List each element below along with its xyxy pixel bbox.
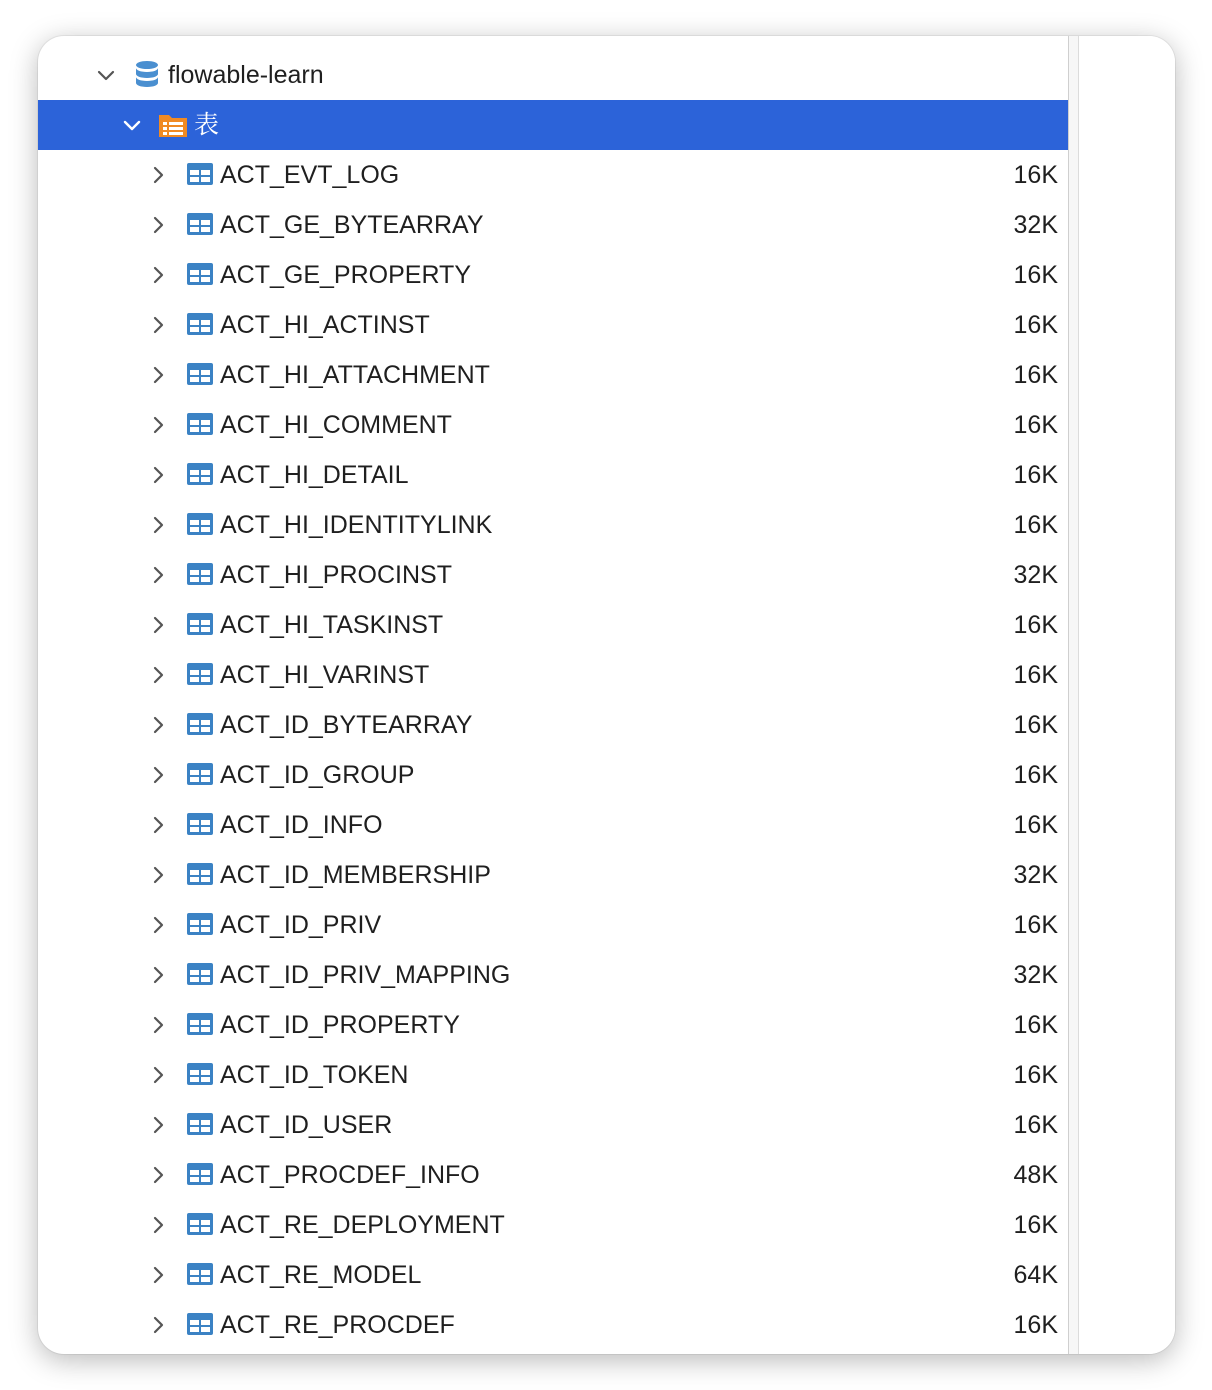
table-name: ACT_HI_TASKINST [220, 611, 444, 639]
table-size: 16K [1013, 511, 1058, 539]
chevron-right-icon[interactable] [146, 913, 170, 937]
table-row[interactable] [38, 650, 1068, 700]
chevron-right-icon[interactable] [146, 413, 170, 437]
table-row[interactable] [38, 1200, 1068, 1250]
table-icon [186, 161, 214, 187]
table-row[interactable] [38, 1000, 1068, 1050]
table-row[interactable] [38, 400, 1068, 450]
table-size: 16K [1013, 1011, 1058, 1039]
database-name: flowable-learn [168, 61, 324, 89]
table-size: 16K [1013, 911, 1058, 939]
chevron-right-icon[interactable] [146, 163, 170, 187]
table-icon [186, 711, 214, 737]
table-size: 48K [1013, 1161, 1058, 1189]
table-size: 64K [1013, 1261, 1058, 1289]
chevron-down-icon[interactable] [120, 113, 144, 137]
table-icon [186, 961, 214, 987]
table-row[interactable] [38, 1050, 1068, 1100]
chevron-right-icon[interactable] [146, 663, 170, 687]
table-row[interactable] [38, 800, 1068, 850]
table-size: 16K [1013, 1061, 1058, 1089]
table-name: ACT_ID_GROUP [220, 761, 415, 789]
chevron-right-icon[interactable] [146, 363, 170, 387]
chevron-right-icon[interactable] [146, 1163, 170, 1187]
table-name: ACT_GE_PROPERTY [220, 261, 472, 289]
table-icon [186, 411, 214, 437]
navicat-window [38, 36, 1175, 1354]
table-row[interactable] [38, 950, 1068, 1000]
table-size: 16K [1013, 611, 1058, 639]
chevron-right-icon[interactable] [146, 813, 170, 837]
table-name: ACT_HI_ACTINST [220, 311, 430, 339]
table-name: ACT_HI_PROCINST [220, 561, 452, 589]
table-icon [186, 561, 214, 587]
table-name: ACT_ID_PRIV [220, 911, 382, 939]
table-icon [186, 511, 214, 537]
table-name: ACT_GE_BYTEARRAY [220, 211, 484, 239]
chevron-right-icon[interactable] [146, 1313, 170, 1337]
tree-item-database[interactable] [38, 50, 1068, 100]
table-row[interactable] [38, 900, 1068, 950]
table-size: 16K [1013, 1211, 1058, 1239]
table-row[interactable] [38, 200, 1068, 250]
table-size: 32K [1013, 861, 1058, 889]
table-icon [186, 1211, 214, 1237]
table-name: ACT_ID_BYTEARRAY [220, 711, 473, 739]
table-name: ACT_ID_PROPERTY [220, 1011, 460, 1039]
table-name: ACT_HI_COMMENT [220, 411, 452, 439]
database-icon [134, 60, 160, 90]
table-name: ACT_RE_MODEL [220, 1261, 422, 1289]
table-name: ACT_ID_INFO [220, 811, 383, 839]
table-icon [186, 1161, 214, 1187]
table-icon [186, 661, 214, 687]
table-icon [186, 461, 214, 487]
table-row[interactable] [38, 500, 1068, 550]
tree-item-tables-group[interactable] [38, 100, 1068, 150]
table-icon [186, 1111, 214, 1137]
table-icon [186, 811, 214, 837]
table-name: ACT_ID_TOKEN [220, 1061, 409, 1089]
chevron-down-icon[interactable] [94, 63, 118, 87]
table-row[interactable] [38, 750, 1068, 800]
chevron-right-icon[interactable] [146, 213, 170, 237]
table-row[interactable] [38, 600, 1068, 650]
chevron-right-icon[interactable] [146, 1213, 170, 1237]
table-row[interactable] [38, 550, 1068, 600]
table-icon [186, 911, 214, 937]
chevron-right-icon[interactable] [146, 863, 170, 887]
chevron-right-icon[interactable] [146, 1113, 170, 1137]
table-size: 16K [1013, 1111, 1058, 1139]
chevron-right-icon[interactable] [146, 313, 170, 337]
table-name: ACT_RE_DEPLOYMENT [220, 1211, 505, 1239]
table-row[interactable] [38, 850, 1068, 900]
table-size: 16K [1013, 311, 1058, 339]
chevron-right-icon[interactable] [146, 963, 170, 987]
chevron-right-icon[interactable] [146, 763, 170, 787]
table-name: ACT_ID_PRIV_MAPPING [220, 961, 511, 989]
table-icon [186, 861, 214, 887]
table-name: ACT_EVT_LOG [220, 161, 400, 189]
table-icon [186, 611, 214, 637]
table-row[interactable] [38, 450, 1068, 500]
table-row[interactable] [38, 1250, 1068, 1300]
table-size: 16K [1013, 711, 1058, 739]
table-name: ACT_HI_VARINST [220, 661, 430, 689]
table-row[interactable] [38, 700, 1068, 750]
chevron-right-icon[interactable] [146, 613, 170, 637]
table-icon [186, 311, 214, 337]
chevron-right-icon[interactable] [146, 1063, 170, 1087]
table-icon [186, 261, 214, 287]
table-row[interactable] [38, 1150, 1068, 1200]
table-name: ACT_HI_DETAIL [220, 461, 409, 489]
table-icon [186, 1061, 214, 1087]
chevron-right-icon[interactable] [146, 463, 170, 487]
table-icon [186, 211, 214, 237]
table-size: 16K [1013, 361, 1058, 389]
table-size: 16K [1013, 161, 1058, 189]
chevron-right-icon[interactable] [146, 263, 170, 287]
table-name: ACT_HI_IDENTITYLINK [220, 511, 493, 539]
table-icon [186, 761, 214, 787]
chevron-right-icon[interactable] [146, 1263, 170, 1287]
table-row[interactable] [38, 250, 1068, 300]
table-size: 16K [1013, 811, 1058, 839]
table-row[interactable] [38, 1100, 1068, 1150]
table-size: 16K [1013, 761, 1058, 789]
table-name: ACT_ID_MEMBERSHIP [220, 861, 491, 889]
table-name: ACT_PROCDEF_INFO [220, 1161, 480, 1189]
chevron-right-icon[interactable] [146, 513, 170, 537]
table-size: 16K [1013, 661, 1058, 689]
table-name: ACT_RE_PROCDEF [220, 1311, 455, 1339]
table-icon [186, 1011, 214, 1037]
group-label: 表 [194, 110, 220, 139]
table-name: ACT_HI_ATTACHMENT [220, 361, 490, 389]
table-size: 32K [1013, 211, 1058, 239]
chevron-right-icon[interactable] [146, 713, 170, 737]
table-name: ACT_ID_USER [220, 1111, 393, 1139]
detail-pane [1079, 36, 1175, 1354]
table-folder-icon [158, 112, 188, 138]
table-row[interactable] [38, 300, 1068, 350]
table-icon [186, 1261, 214, 1287]
chevron-right-icon[interactable] [146, 1013, 170, 1037]
table-icon [186, 361, 214, 387]
table-size: 32K [1013, 561, 1058, 589]
table-row[interactable] [38, 150, 1068, 200]
table-size: 16K [1013, 1311, 1058, 1339]
chevron-right-icon[interactable] [146, 563, 170, 587]
table-row[interactable] [38, 1300, 1068, 1350]
table-size: 32K [1013, 961, 1058, 989]
pane-splitter[interactable] [1068, 36, 1079, 1354]
table-size: 16K [1013, 461, 1058, 489]
object-tree[interactable] [38, 36, 1068, 1354]
table-size: 16K [1013, 261, 1058, 289]
table-row[interactable] [38, 350, 1068, 400]
table-size: 16K [1013, 411, 1058, 439]
table-icon [186, 1311, 214, 1337]
